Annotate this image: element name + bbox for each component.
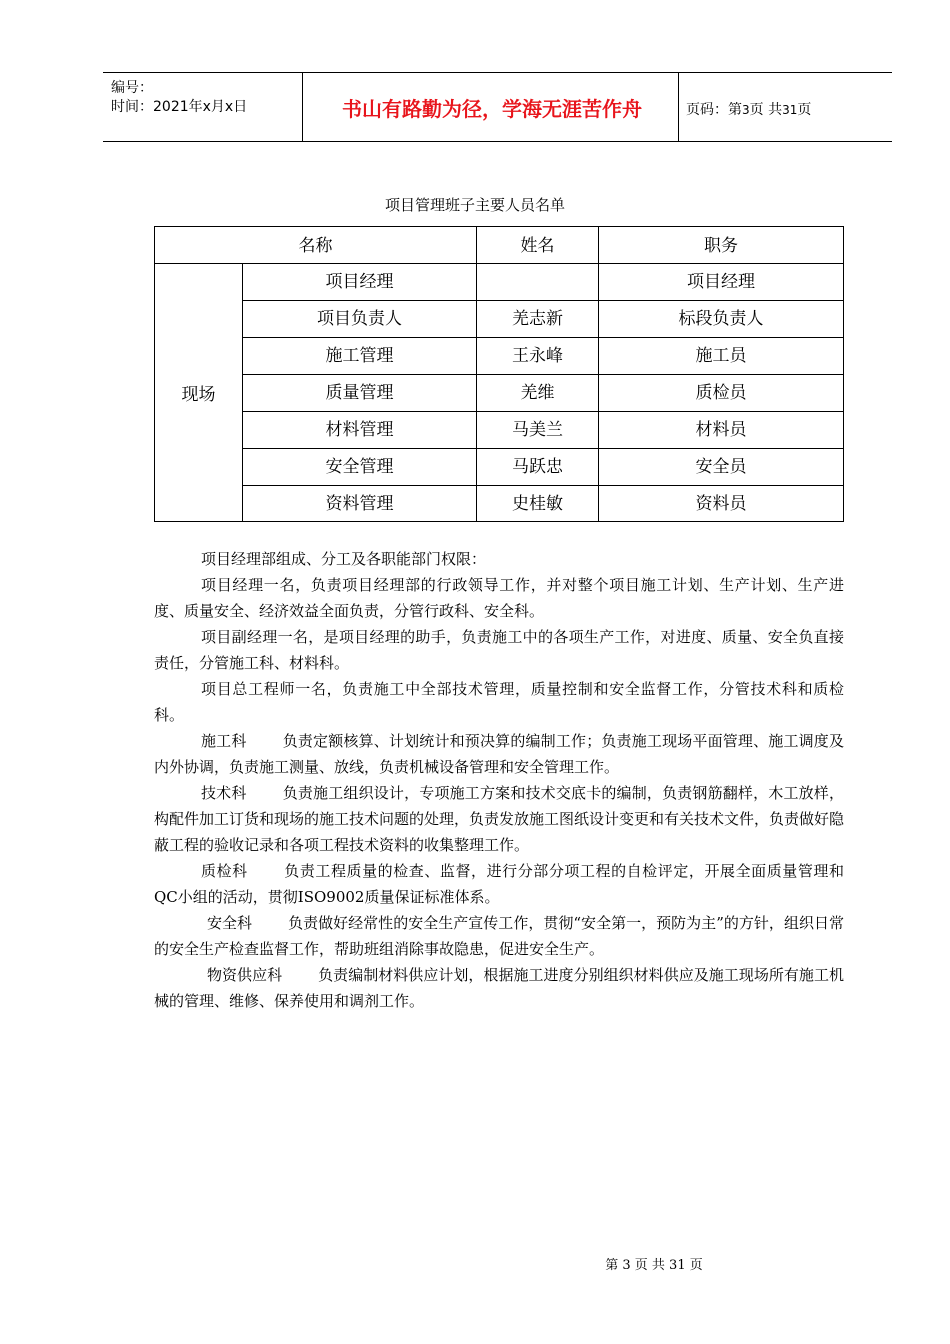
role-cell: 材料管理 xyxy=(243,412,477,449)
staff-table xyxy=(154,226,844,522)
paragraph-safety xyxy=(154,910,844,962)
role-cell: 项目经理 xyxy=(243,264,477,301)
position-cell: 安全员 xyxy=(599,449,844,486)
paragraph-supply xyxy=(154,962,844,1014)
paragraph-manager: 项目经理一名，负责项目经理部的行政领导工作，并对整个项目施工计划、生产计划、生产进度、质量安全、经济效益全面负责，分管行政科、安全科。 xyxy=(154,576,844,620)
name-cell: 马跃忠 xyxy=(477,449,599,486)
position-cell: 项目经理 xyxy=(599,264,844,301)
body-text xyxy=(154,546,844,1014)
table-row xyxy=(155,449,844,486)
position-cell: 材料员 xyxy=(599,412,844,449)
header-page-number xyxy=(686,99,811,119)
dept-desc: 负责做好经常性的安全生产宣传工作，贯彻“安全第一，预防为主”的方针，组织日常的安全生产检查监督工作，帮助班组消除事故隐患，促进安全生产。 xyxy=(154,914,844,958)
paragraph-chief-engineer: 项目总工程师一名，负责施工中全部技术管理，质量控制和安全监督工作，分管技术科和质检科。 xyxy=(154,680,844,724)
header-divider xyxy=(678,73,679,141)
page-middle: 页 共 xyxy=(749,102,783,118)
position-cell: 标段负责人 xyxy=(599,301,844,338)
role-cell: 质量管理 xyxy=(243,375,477,412)
name-cell: 羌志新 xyxy=(477,301,599,338)
table-row xyxy=(155,338,844,375)
dept-desc: 负责定额核算、计划统计和预决算的编制工作；负责施工现场平面管理、施工调度及内外协调，负责施工测量、放线，负责机械设备管理和安全管理工作。 xyxy=(154,732,844,776)
table-row xyxy=(155,486,844,522)
header-divider xyxy=(302,73,303,141)
name-cell: 史桂敏 xyxy=(477,486,599,522)
table-title: 项目管理班子主要人员名单 xyxy=(384,196,565,214)
paragraph-construction xyxy=(154,728,844,780)
table-header-row xyxy=(155,227,844,264)
header-motto: 书山有路勤为径，学海无涯苦作舟 xyxy=(342,97,642,121)
position-cell: 施工员 xyxy=(599,338,844,375)
role-cell: 施工管理 xyxy=(243,338,477,375)
dept-desc: 负责施工组织设计，专项施工方案和技术交底卡的编制，负责钢筋翻样，木工放样，构配件加工订货和现场的施工技术问题的处理，负责发放施工图纸设计变更和有关技术文件，负责做好隐蔽工程的验收记录和各项工程技术资料的收集整理工作。 xyxy=(154,784,845,854)
dept-desc: 负责编制材料供应计划，根据施工进度分别组织材料供应及施工现场所有施工机械的管理、维修、保养使用和调剂工作。 xyxy=(154,966,844,1010)
header-time: 时间：2021年x月x日 xyxy=(111,99,248,115)
page-suffix: 页 xyxy=(797,102,812,118)
group-cell: 现场 xyxy=(155,264,243,522)
header-cell-category: 名称 xyxy=(155,227,477,264)
role-cell: 资料管理 xyxy=(243,486,477,522)
page-current: 3 xyxy=(742,103,750,117)
page-prefix: 页码：第 xyxy=(686,102,742,118)
dept-name: 施工科 xyxy=(201,732,247,750)
paragraph-intro: 项目经理部组成、分工及各职能部门权限： xyxy=(201,550,487,568)
table-row xyxy=(155,301,844,338)
name-cell: 马美兰 xyxy=(477,412,599,449)
page-total: 31 xyxy=(782,103,798,117)
dept-desc: 负责工程质量的检查、监督，进行分部分项工程的自检评定，开展全面质量管理和QC小组的活动，贯彻ISO9002质量保证标准体系。 xyxy=(154,862,844,906)
dept-name: 安全科 xyxy=(207,914,253,932)
header-cell-name: 姓名 xyxy=(477,227,599,264)
header-cell-position: 职务 xyxy=(599,227,844,264)
name-cell: 王永峰 xyxy=(477,338,599,375)
name-cell xyxy=(477,264,599,301)
table-row xyxy=(155,412,844,449)
header-code: 编号： xyxy=(111,80,153,96)
position-cell: 资料员 xyxy=(599,486,844,522)
header-meta xyxy=(111,79,247,117)
dept-name: 技术科 xyxy=(201,784,247,802)
name-cell: 羌维 xyxy=(477,375,599,412)
role-cell: 项目负责人 xyxy=(243,301,477,338)
position-cell: 质检员 xyxy=(599,375,844,412)
dept-name: 物资供应科 xyxy=(207,966,283,984)
page-footer: 第 3 页 共 31 页 xyxy=(605,1258,703,1273)
table-row xyxy=(155,264,844,301)
paragraph-technical xyxy=(154,780,844,858)
dept-name: 质检科 xyxy=(201,862,248,880)
paragraph-quality xyxy=(154,858,844,910)
table-row xyxy=(155,375,844,412)
role-cell: 安全管理 xyxy=(243,449,477,486)
paragraph-deputy: 项目副经理一名，是项目经理的助手，负责施工中的各项生产工作，对进度、质量、安全负直接责任，分管施工科、材料科。 xyxy=(154,628,844,672)
page-header xyxy=(103,72,892,142)
